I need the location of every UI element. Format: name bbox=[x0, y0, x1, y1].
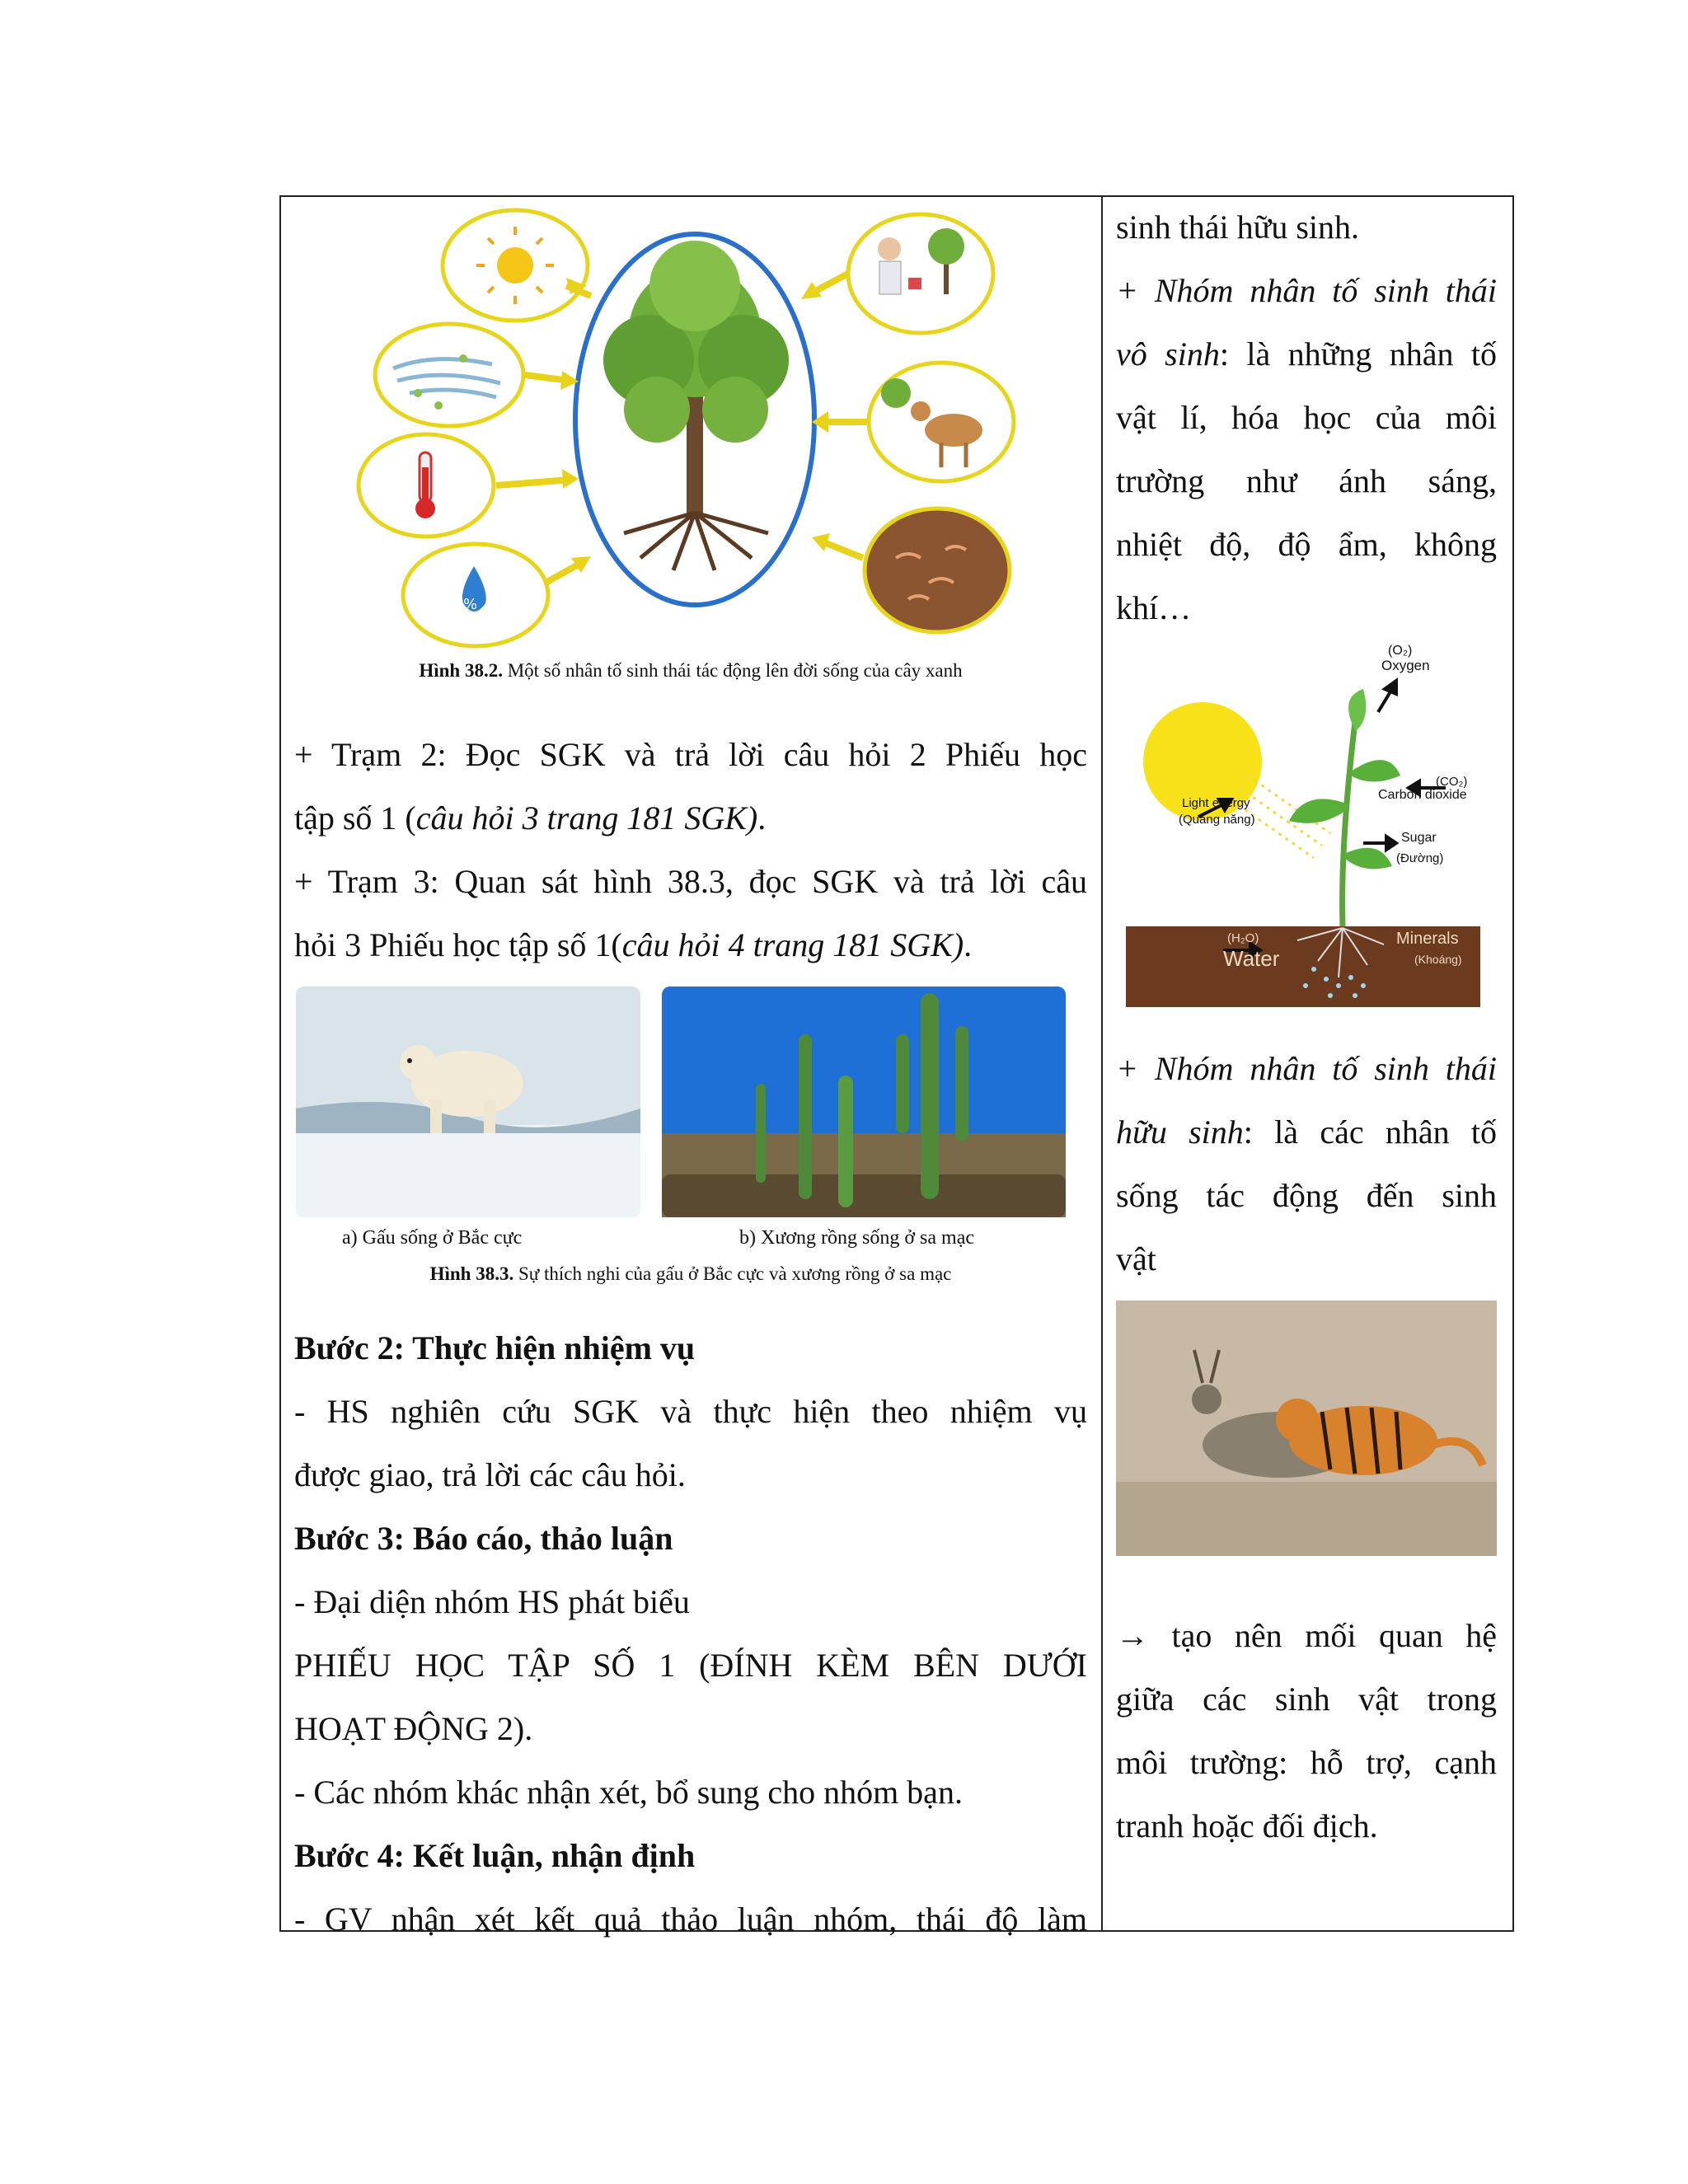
figure-38-2-caption: Hình 38.2. Một số nhân tố sinh thái tác động lên đời sống của cây xanh bbox=[419, 660, 963, 681]
huusinh-line3: sống tác động đến sinh bbox=[1116, 1177, 1497, 1214]
step4-line1: - GV nhận xét kết quả thảo luận nhóm, thái độ làm bbox=[294, 1900, 1087, 1938]
left-column bbox=[294, 195, 1087, 1951]
label-h2o: (H₂O) bbox=[1227, 931, 1259, 945]
step2-heading: Bước 2: Thực hiện nhiệm vụ bbox=[294, 1329, 696, 1366]
huusinh-line4: vật bbox=[1116, 1240, 1156, 1277]
step2-line1: - HS nghiên cứu SGK và thực hiện theo nhiệm vụ bbox=[294, 1393, 1087, 1430]
label-water: Water bbox=[1223, 946, 1280, 971]
soil-organism-factor-circle bbox=[865, 509, 1010, 632]
cactus-photo bbox=[662, 987, 1066, 1217]
relation-line3: môi trường: hỗ trợ, cạnh bbox=[1116, 1744, 1497, 1781]
label-quang-nang: (Quang năng) bbox=[1179, 813, 1255, 827]
figure-38-2 bbox=[294, 195, 1087, 723]
right-column bbox=[1116, 195, 1497, 1858]
huusinh-line2: hữu sinh: là các nhân tố bbox=[1116, 1113, 1498, 1151]
relation-line2: giữa các sinh vật trong bbox=[1116, 1680, 1497, 1718]
label-carbon-dioxide: Carbon dioxide bbox=[1378, 788, 1467, 802]
label-sugar: Sugar bbox=[1401, 831, 1437, 845]
step3-line2: PHIẾU HỌC TẬP SỐ 1 (ĐÍNH KÈM BÊN DƯỚI bbox=[294, 1647, 1087, 1684]
temperature-factor-circle bbox=[359, 434, 494, 537]
huusinh-line1: + Nhóm nhân tố sinh thái bbox=[1116, 1050, 1497, 1087]
label-oxygen: Oxygen bbox=[1381, 658, 1430, 673]
label-light-energy: Light energy bbox=[1182, 796, 1250, 810]
step3-line1: - Đại diện nhóm HS phát biểu bbox=[294, 1583, 690, 1620]
tram2-line1: + Trạm 2: Đọc SGK và trả lời câu hỏi 2 Phiếu học bbox=[294, 736, 1087, 773]
polar-bear-photo bbox=[296, 987, 640, 1217]
relation-line1: → tạo nên mối quan hệ bbox=[1116, 1617, 1497, 1654]
figure-38-3-sub-b: b) Xương rồng sống ở sa mạc bbox=[739, 1227, 975, 1249]
right-line0: sinh thái hữu sinh. bbox=[1116, 209, 1360, 246]
adaptation-photos bbox=[294, 985, 1087, 1232]
step4-heading: Bước 4: Kết luận, nhận định bbox=[294, 1837, 696, 1874]
figure-38-3-sub-a: a) Gấu sống ở Bắc cực bbox=[342, 1227, 523, 1249]
plant-icon bbox=[1289, 689, 1400, 926]
label-khoang: (Khoáng) bbox=[1414, 953, 1462, 966]
vosinh-line4: trường như ánh sáng, bbox=[1116, 462, 1497, 499]
ecological-factors-diagram bbox=[294, 195, 1087, 723]
label-duong: (Đường) bbox=[1396, 851, 1444, 865]
column-divider bbox=[1101, 195, 1103, 1932]
relation-line4: tranh hoặc đối địch. bbox=[1116, 1807, 1378, 1844]
label-co2: (CO₂) bbox=[1436, 775, 1468, 789]
step3-line4: - Các nhóm khác nhận xét, bổ sung cho nhóm bạn. bbox=[294, 1774, 963, 1811]
photosynthesis-diagram bbox=[1116, 640, 1497, 1037]
figure-38-3-caption: Hình 38.3. Sự thích nghi của gấu ở Bắc cực và xương rồng ở sa mạc bbox=[429, 1263, 952, 1284]
step2-line2: được giao, trả lời các câu hỏi. bbox=[294, 1456, 686, 1493]
humidity-factor-circle bbox=[403, 544, 548, 646]
predation-photo-wrap bbox=[1116, 1291, 1497, 1604]
vosinh-line1: + Nhóm nhân tố sinh thái bbox=[1116, 272, 1497, 309]
sun-factor-circle bbox=[443, 210, 588, 321]
vosinh-line3: vật lí, hóa học của môi bbox=[1116, 399, 1497, 436]
vosinh-line6: khí… bbox=[1116, 589, 1192, 626]
human-factor-circle bbox=[848, 214, 993, 333]
label-minerals: Minerals bbox=[1396, 930, 1459, 948]
vosinh-line5: nhiệt độ, độ ẩm, không bbox=[1116, 526, 1497, 563]
step3-line3: HOẠT ĐỘNG 2). bbox=[294, 1710, 533, 1747]
vosinh-line2: vô sinh: là những nhân tố bbox=[1116, 335, 1497, 373]
tram3-line2: hỏi 3 Phiếu học tập số 1(câu hỏi 4 trang 181 SGK). bbox=[294, 926, 973, 963]
tiger-deer-photo bbox=[1116, 1301, 1497, 1556]
photosynthesis-figure bbox=[1116, 640, 1497, 1037]
svg-text:%: % bbox=[463, 596, 478, 613]
tram3-line1: + Trạm 3: Quan sát hình 38.3, đọc SGK và trả lời câu bbox=[294, 863, 1087, 900]
label-o2: (O₂) bbox=[1388, 644, 1413, 658]
animal-factor-circle bbox=[869, 363, 1014, 481]
wind-factor-circle bbox=[375, 324, 523, 426]
step3-heading: Bước 3: Báo cáo, thảo luận bbox=[294, 1520, 673, 1557]
tram2-line2: tập số 1 (câu hỏi 3 trang 181 SGK). bbox=[294, 799, 767, 837]
figure-38-3 bbox=[294, 977, 1087, 1316]
